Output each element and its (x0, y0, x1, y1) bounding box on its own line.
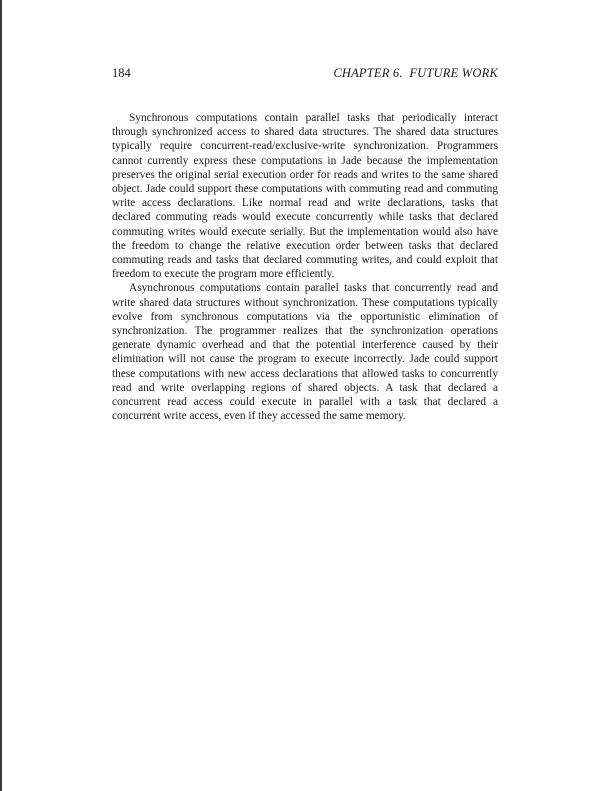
paragraph-synchronous: Synchronous computations contain parallel tasks that periodically interact through synchronized access to shared data structures. The shared data structures typically require concurrent-read/exclusive-write synchronization. Programmers cannot currently express these computations in Jade because the implementation preserves the original serial execution order for reads and writes to the same shared object. Jade could support these computations with commuting read and commuting write access declarations. Like normal read and write declarations, tasks that declared commuting reads would execute concurrently while tasks that declared commuting writes would execute serially. But the implementation would also have the freedom to change the relative execution order between tasks that declared commuting reads and tasks that declared commuting writes, and could exploit that freedom to execute the program more efficiently. (112, 112, 498, 281)
page-header (112, 66, 498, 82)
running-head: CHAPTER 6. FUTURE WORK (333, 66, 498, 80)
page-left-edge (0, 0, 2, 791)
page-number: 184 (112, 66, 131, 80)
body-text (112, 111, 498, 423)
paragraph-asynchronous: Asynchronous computations contain parallel tasks that concurrently read and write shared data structures without synchronization. These computations typically evolve from synchronous computations via the opportunistic elimination of synchronization. The programmer realizes that the synchronization operations generate dynamic overhead and that the potential interference caused by their elimination will not cause the program to execute incorrectly. Jade could support these computations with new access declarations that allowed tasks to concurrently read and write overlapping regions of shared objects. A task that declared a concurrent read access could execute in parallel with a task that declared a concurrent write access, even if they accessed the same memory. (112, 282, 498, 423)
